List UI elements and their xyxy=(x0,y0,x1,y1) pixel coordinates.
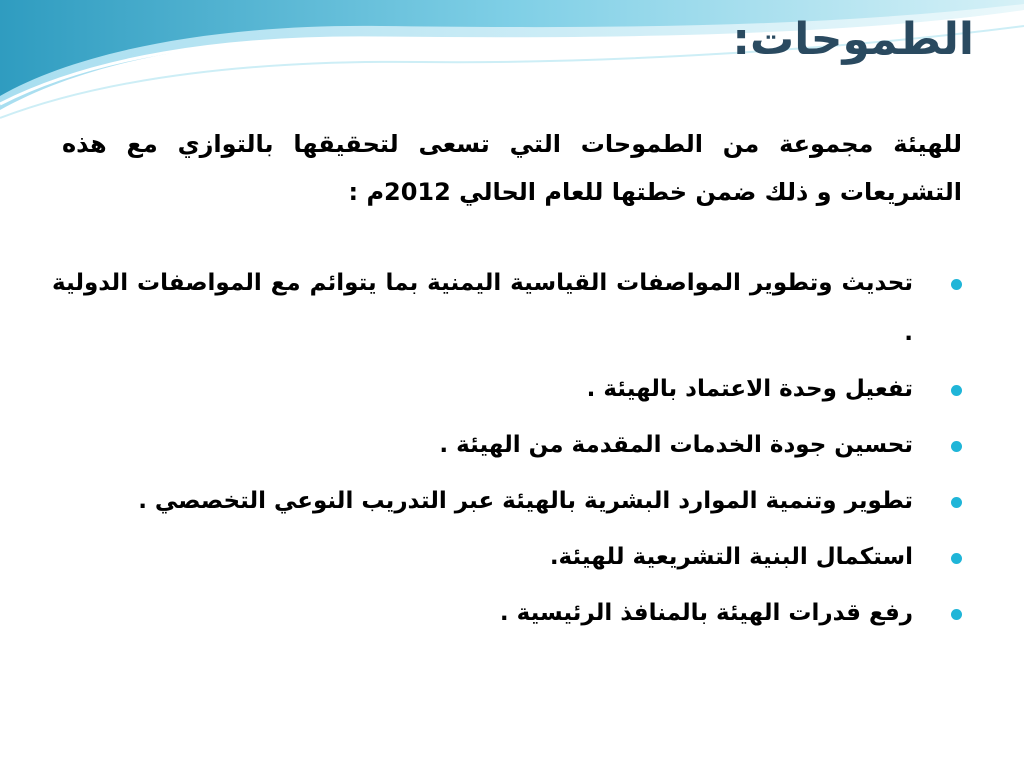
bullet-dot-icon xyxy=(951,497,962,508)
bullet-dot-icon xyxy=(951,441,962,452)
slide-title: الطموحات: xyxy=(732,14,974,65)
list-item xyxy=(52,364,962,414)
bullet-dot-icon xyxy=(951,279,962,290)
list-item xyxy=(52,476,962,526)
bullet-dot-icon xyxy=(951,385,962,396)
bullet-text: تفعيل وحدة الاعتماد بالهيئة . xyxy=(586,376,913,402)
list-item xyxy=(52,588,962,638)
bullet-dot-icon xyxy=(951,553,962,564)
bullet-text: استكمال البنية التشريعية للهيئة. xyxy=(549,544,913,570)
bullet-dot-icon xyxy=(951,609,962,620)
list-item xyxy=(52,258,962,358)
bullet-text: تطوير وتنمية الموارد البشرية بالهيئة عبر التدريب النوعي التخصصي . xyxy=(138,488,913,514)
bullet-text: تحسين جودة الخدمات المقدمة من الهيئة . xyxy=(439,432,913,458)
list-item xyxy=(52,532,962,582)
bullet-text: تحديث وتطوير المواصفات القياسية اليمنية بما يتوائم مع المواصفات الدولية . xyxy=(52,270,913,346)
list-item xyxy=(52,420,962,470)
bullet-text: رفع قدرات الهيئة بالمنافذ الرئيسية . xyxy=(499,600,913,626)
intro-paragraph: للهيئة مجموعة من الطموحات التي تسعى لتحقيقها بالتوازي مع هذه التشريعات و ذلك ضمن خطتها للعام الحالي 2012م : xyxy=(62,130,962,206)
bullet-list xyxy=(52,258,962,644)
